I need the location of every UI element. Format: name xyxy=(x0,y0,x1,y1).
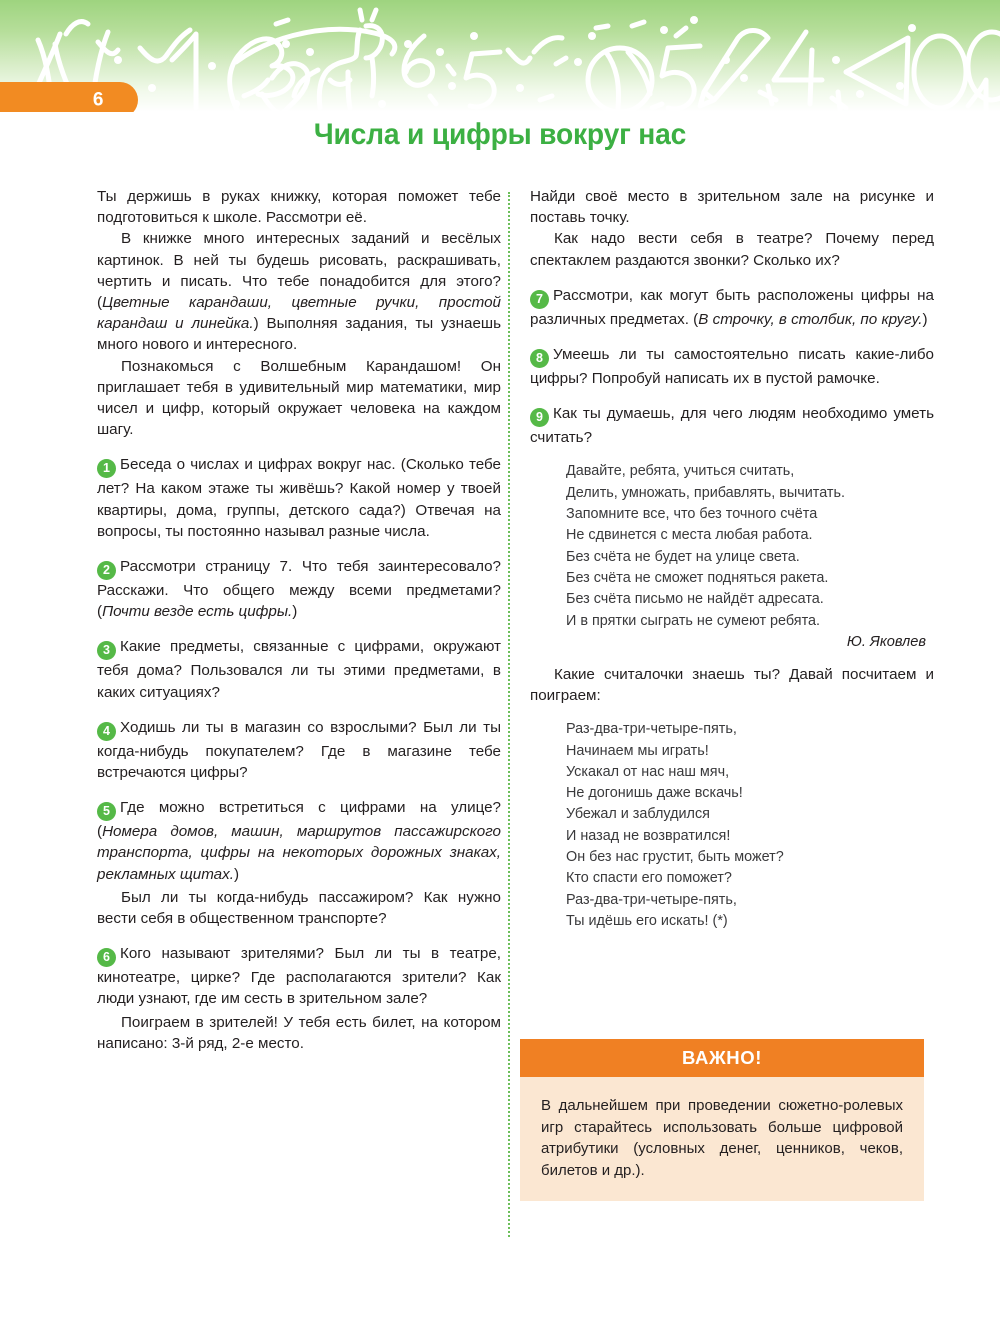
list-item xyxy=(97,454,501,542)
paragraph-2 xyxy=(97,228,501,355)
page-title: Числа и цифры вокруг нас xyxy=(313,118,687,151)
poem-author: Ю. Яковлев xyxy=(846,633,926,650)
bird-doodle xyxy=(66,22,88,34)
intro-text: Ты держишь в руках книжку, которая поможет тебе подготовиться к школе. Рассмотри её. xyxy=(97,188,501,227)
item-text-7-italic: В строчку, в столбик, по кругу. xyxy=(698,310,923,328)
rhyme-intro: Какие считалочки знаешь ты? Давай посчитаем и поиграем: xyxy=(530,665,934,704)
ball-doodle xyxy=(588,48,652,112)
list-item xyxy=(530,285,934,330)
item-5-followup: Был ли ты когда-нибудь пассажиром? Как нужно вести себя в общественном транспорте? xyxy=(97,888,501,928)
paragraph-2-italic: Цветные карандаши, цветные ручки, простой карандаш и линейка. xyxy=(97,294,501,333)
right-column xyxy=(530,186,934,932)
poem-line: Без счёта не сможет подняться ракета. xyxy=(566,569,829,586)
poem-line: Запомните все, что без точного счёта xyxy=(566,506,818,523)
important-callout-heading: ВАЖНО! xyxy=(520,1039,924,1077)
item-text-1: Беседа о числах и цифрах вокруг нас. (Сколько тебе лет? На каком этаже ты живёшь? Какой номер у твоей квартиры, дома, группы, детского сада?) Отвечая на вопросы, ты постоянно называл разные числа. xyxy=(97,456,501,540)
item-text-2a: Рассмотри страницу 7. Что тебя заинтересовало? Расскажи. Что общего между всеми предметами? ( xyxy=(97,558,501,621)
list-item xyxy=(97,556,501,622)
item-number-badge-7: 7 xyxy=(530,290,549,309)
digit-4-doodle xyxy=(774,32,822,80)
item-number-badge-2: 2 xyxy=(97,561,116,580)
leaf-doodle xyxy=(230,39,293,112)
page-number-tab xyxy=(0,82,138,112)
item-number-badge-8: 8 xyxy=(530,349,549,368)
item-6-followup: Поиграем в зрителей! У тебя есть билет, на котором написано: 3-й ряд, 2-е место. xyxy=(97,1013,501,1052)
list-item xyxy=(530,403,934,448)
left-column xyxy=(97,186,501,1054)
item-text-8: Умеешь ли ты самостоятельно писать какие-либо цифры? Попробуй написать их в пустой рамочке. xyxy=(530,346,934,388)
item-text-7b: ) xyxy=(922,310,928,328)
item-number-badge-9: 9 xyxy=(530,408,549,427)
triangle-doodle xyxy=(846,38,908,104)
list-item xyxy=(97,717,501,783)
rhyme-line: Кто спасти его поможет? xyxy=(566,870,732,887)
intro-paragraph xyxy=(97,186,501,228)
poem-line: Без счёта письмо не найдёт адресата. xyxy=(566,591,824,608)
item-text-6: Кого называют зрителями? Был ли ты в театре, кинотеатре, цирке? Где располагаются зрители? Как люди узнают, где им сесть в зрительном зале? xyxy=(97,945,501,1008)
item-text-5-italic: Номера домов, машин, маршрутов пассажирского транспорта, цифры на некоторых дорожных знаках, рекламных щитах. xyxy=(97,823,501,883)
item-text-3: Какие предметы, связанные с цифрами, окружают тебя дома? Пользовался ли ты этими предметами, в каких ситуациях? xyxy=(97,638,501,701)
poem-line: Делить, умножать, прибавлять, вычитать. xyxy=(566,484,845,501)
item-number-badge-1: 1 xyxy=(97,459,116,478)
item-number-badge-6: 6 xyxy=(97,948,116,967)
list-item xyxy=(97,797,501,885)
item-text-5a: Где можно встретиться с цифрами на улице? ( xyxy=(97,799,501,841)
page-number: 6 xyxy=(92,89,104,111)
poem-line: И в прятки сыграть не сумеют ребята. xyxy=(566,612,821,629)
rhyme-line: Начинаем мы играть! xyxy=(566,742,709,759)
rhyme-line: Раз-два-три-четыре-пять, xyxy=(566,891,737,908)
rhyme-line: Он без нас грустит, быть может? xyxy=(566,848,784,865)
rhyme-line: Раз-два-три-четыре-пять, xyxy=(566,721,737,738)
poem-line: Не сдвинется с места любая работа. xyxy=(566,527,813,544)
digit-5-doodle xyxy=(466,52,500,107)
important-callout-body: В дальнейшем при проведении сюжетно-ролевых игр старайтесь использовать больше цифровой атрибутики (условных денег, ценников, чеков, билетов и др.). xyxy=(541,1097,903,1179)
continuation-paragraph-2: Как надо вести себя в театре? Почему перед спектаклем раздаются звонки? Сколько их? xyxy=(530,230,934,269)
giraffe-doodle xyxy=(294,10,382,108)
rhyme-line: Не догонишь даже вскачь! xyxy=(566,785,743,802)
digit-5b-doodle xyxy=(662,46,700,109)
item-text-7a: Рассмотри, как могут быть расположены цифры на различных предметах. ( xyxy=(530,286,934,328)
rhyme-block xyxy=(530,719,934,932)
header-doodle-pattern xyxy=(0,0,1000,112)
paragraph-3: Познакомься с Волшебным Карандашом! Он приглашает тебя в удивительный мир математики, мир чисел и цифр, который окружает человека на каждом шагу. xyxy=(97,357,501,439)
item-text-2b: ) xyxy=(292,603,298,621)
column-divider xyxy=(508,192,510,1237)
important-callout-box xyxy=(520,1039,924,1201)
item-text-2-italic: Почти везде есть цифры. xyxy=(102,603,293,621)
paragraph-2-part-b: ) Выполняя задания, ты узнаешь много нового и интересного. xyxy=(97,315,501,354)
list-item xyxy=(97,943,501,1009)
item-text-4: Ходишь ли ты в магазин со взрослыми? Был ли ты когда-нибудь покупателем? Где в магазине тебе встречаются цифры? xyxy=(97,718,501,782)
paragraph-2-part-a: В книжке много интересных заданий и весёлых картинок. В ней ты будешь рисовать, раскрашивать, чертить и писать. Что тебе понадобится для этого? ( xyxy=(97,230,501,312)
continuation-paragraph-1: Найди своё место в зрительном зале на рисунке и поставь точку. xyxy=(530,188,934,227)
poem-line: Без счёта не будет на улице света. xyxy=(566,548,800,565)
rhyme-line: Убежал и заблудился xyxy=(566,806,710,823)
list-item xyxy=(530,344,934,389)
pencil-doodle xyxy=(700,31,768,107)
rhyme-line: Ты идёшь его искать! (*) xyxy=(566,912,728,929)
header-band xyxy=(0,0,1000,112)
digit-0-doodle xyxy=(914,36,966,108)
item-text-5b: ) xyxy=(233,865,240,883)
poem-line: Давайте, ребята, учиться считать, xyxy=(566,463,795,480)
item-number-badge-4: 4 xyxy=(97,722,116,741)
item-text-9: Как ты думаешь, для чего людям необходимо уметь считать? xyxy=(530,405,934,447)
item-number-badge-5: 5 xyxy=(97,802,116,821)
rhyme-line: Ускакал от нас наш мяч, xyxy=(566,763,730,780)
list-item xyxy=(97,636,501,702)
rhyme-line: И назад не возвратился! xyxy=(566,827,731,844)
poem-block xyxy=(530,461,934,631)
item-number-badge-3: 3 xyxy=(97,641,116,660)
